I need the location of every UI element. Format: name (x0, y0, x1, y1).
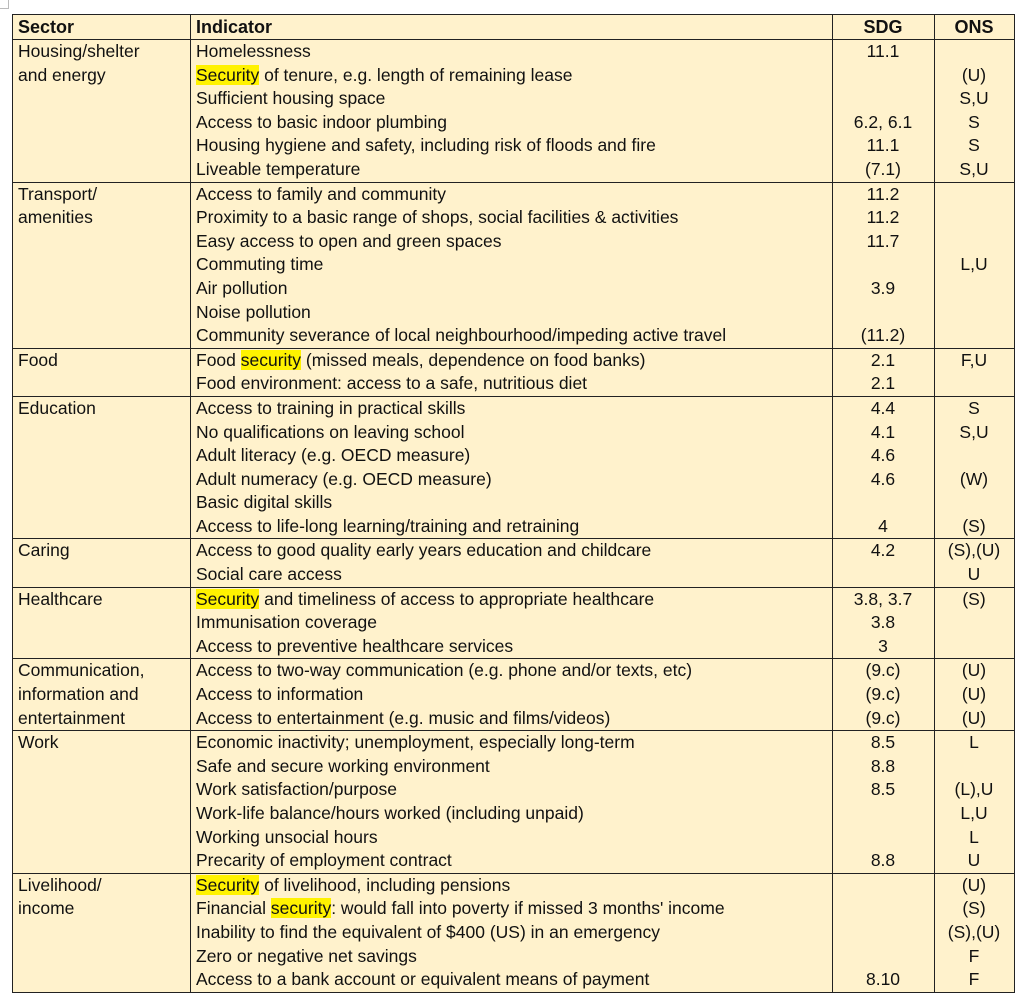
ons-cell (935, 587, 1015, 659)
table-body (13, 40, 1015, 993)
sdg-cell (833, 348, 935, 396)
indicator-text: Noise pollution (196, 301, 311, 322)
indicator-line (196, 253, 826, 277)
indicator-cell (191, 182, 833, 348)
indicator-line (196, 826, 826, 850)
indicator-text: Working unsocial hours (196, 826, 378, 847)
sdg-value (838, 921, 928, 945)
indicator-text: of tenure, e.g. length of remaining lease (259, 64, 573, 85)
sdg-value (838, 802, 928, 826)
ons-value (940, 491, 1008, 515)
indicator-text: Access to training in practical skills (196, 397, 466, 418)
sdg-value: 8.5 (870, 732, 896, 753)
sector-cell (13, 587, 191, 659)
indicator-line (196, 468, 826, 492)
sdg-value (838, 897, 928, 921)
sector-label-line: Livelihood/ (18, 874, 102, 895)
indicator-text: Safe and secure working environment (196, 755, 490, 776)
indicator-text: Social care access (196, 564, 342, 585)
sdg-value: (9.c) (865, 660, 901, 681)
sector-label-line: Healthcare (18, 588, 103, 609)
indicator-text: Access to information (196, 684, 364, 705)
sector-label-line: Education (18, 397, 96, 418)
indicator-text: Access to entertainment (e.g. music and films/videos) (196, 707, 611, 728)
sdg-value (838, 945, 928, 969)
indicator-line (196, 755, 826, 779)
ons-value (940, 755, 1008, 779)
ons-value (940, 635, 1008, 659)
sdg-value: 8.5 (870, 779, 896, 800)
sector-group-row (13, 396, 1015, 539)
indicator-text: Access to a bank account or equivalent means of payment (196, 969, 650, 990)
indicator-text: Community severance of local neighbourhood/impeding active travel (196, 325, 727, 346)
sdg-value: 4.1 (870, 421, 896, 442)
ons-value: S (968, 135, 980, 156)
indicator-line (196, 802, 826, 826)
ons-value: (W) (959, 468, 989, 489)
ons-value: (U) (961, 660, 987, 681)
indicator-text: Work-life balance/hours worked (including unpaid) (196, 803, 584, 823)
ons-value: (U) (961, 707, 987, 728)
ons-value (940, 183, 1008, 207)
indicator-cell (191, 539, 833, 587)
ons-cell (935, 731, 1015, 874)
ons-cell (935, 659, 1015, 731)
sector-group-row (13, 348, 1015, 396)
indicator-text: Access to good quality early years education and childcare (196, 540, 652, 561)
sdg-value: 11.2 (866, 183, 900, 204)
indicator-line (196, 134, 826, 158)
ons-value (940, 324, 1008, 348)
sdg-value (838, 826, 928, 850)
indicator-text: No qualifications on leaving school (196, 421, 465, 442)
indicator-line (196, 87, 826, 111)
sdg-cell (833, 396, 935, 539)
indicator-text: Housing hygiene and safety, including risk of floods and fire (196, 135, 656, 156)
indicator-text: Access to two-way communication (e.g. phone and/or texts, etc) (196, 660, 693, 681)
indicator-cell (191, 873, 833, 992)
ons-value: (S),(U) (947, 540, 1001, 561)
ons-value: (S) (962, 898, 986, 919)
ons-value: L (969, 732, 979, 753)
indicator-text: Easy access to open and green spaces (196, 230, 502, 251)
ons-value (940, 301, 1008, 325)
ons-value: S (968, 397, 980, 418)
ons-value (940, 277, 1008, 301)
indicator-line (196, 968, 826, 992)
ons-value: (U) (961, 64, 987, 85)
sdg-value (838, 491, 928, 515)
ons-value: (S) (962, 588, 986, 609)
indicator-text: Air pollution (196, 277, 288, 298)
sector-label-line: Food (18, 349, 58, 370)
sdg-value: 11.1 (866, 41, 900, 61)
indicator-cell (191, 731, 833, 874)
indicator-line (196, 897, 826, 921)
sdg-cell (833, 539, 935, 587)
sector-group-row (13, 873, 1015, 992)
indicator-text: Adult numeracy (e.g. OECD measure) (196, 468, 492, 489)
ons-value: (L),U (954, 779, 994, 800)
sdg-cell (833, 182, 935, 348)
sdg-value: 4.4 (870, 397, 896, 418)
sdg-value: (9.c) (865, 707, 901, 728)
indicator-line (196, 301, 826, 325)
sdg-value: 4.2 (870, 540, 896, 561)
indicator-cell (191, 348, 833, 396)
ons-value: (U) (961, 684, 987, 705)
sector-group-row (13, 40, 1015, 183)
indicator-cell (191, 659, 833, 731)
sdg-value: 8.8 (870, 755, 896, 776)
indicator-text: Access to preventive healthcare services (196, 635, 514, 656)
indicator-text: Access to basic indoor plumbing (196, 111, 447, 132)
indicator-text: Proximity to a basic range of shops, social facilities & activities (196, 207, 679, 228)
ons-cell (935, 40, 1015, 183)
indicator-line (196, 778, 826, 802)
sdg-value (838, 253, 928, 277)
sdg-value (838, 874, 928, 898)
ons-value: S,U (959, 158, 989, 179)
ons-value: L,U (960, 254, 988, 275)
indicator-line (196, 324, 826, 348)
ons-value: F,U (960, 349, 988, 370)
indicator-cell (191, 396, 833, 539)
indicator-text: and timeliness of access to appropriate healthcare (259, 588, 655, 609)
indicator-text: Liveable temperature (196, 158, 361, 179)
indicator-line (196, 397, 826, 421)
indicator-cell (191, 587, 833, 659)
indicator-text: Homelessness (196, 41, 311, 61)
header-ons: ONS (935, 15, 1015, 40)
indicator-text: Food (196, 349, 241, 370)
header-row (13, 15, 1015, 40)
indicator-line (196, 515, 826, 539)
sdg-value: 4.6 (870, 468, 896, 489)
indicator-text: Access to family and community (196, 183, 446, 204)
highlighted-term: security (240, 349, 302, 370)
indicator-line (196, 349, 826, 373)
indicator-table (12, 14, 1015, 993)
indicator-text: Adult literacy (e.g. OECD measure) (196, 445, 471, 466)
indicator-line (196, 158, 826, 182)
sector-group-row (13, 587, 1015, 659)
header-sdg: SDG (833, 15, 935, 40)
ons-cell (935, 182, 1015, 348)
indicator-line (196, 183, 826, 207)
sdg-cell (833, 587, 935, 659)
sdg-value: 11.1 (866, 135, 900, 156)
ons-cell (935, 348, 1015, 396)
sector-cell (13, 182, 191, 348)
sdg-value: 11.7 (866, 230, 900, 251)
ons-value: (S) (962, 515, 986, 536)
sdg-cell (833, 731, 935, 874)
indicator-text: Financial (196, 898, 271, 919)
indicator-line (196, 588, 826, 612)
indicator-line (196, 491, 826, 515)
sdg-value: 2.1 (870, 349, 896, 370)
indicator-text: Economic inactivity; unemployment, especially long-term (196, 732, 635, 753)
indicator-text: Work satisfaction/purpose (196, 779, 398, 800)
ons-value: S,U (959, 421, 989, 442)
indicator-line (196, 64, 826, 88)
sdg-value (838, 563, 928, 587)
indicator-line (196, 849, 826, 873)
indicator-text: Access to life-long learning/training and retraining (196, 515, 580, 536)
sdg-value: 3.9 (870, 277, 896, 298)
sector-cell (13, 396, 191, 539)
sdg-value: (11.2) (860, 325, 906, 346)
indicator-line (196, 111, 826, 135)
sector-label-line: Housing/shelter (18, 41, 140, 61)
ons-value (940, 230, 1008, 254)
ons-value (940, 40, 1008, 64)
ons-value: (U) (961, 874, 987, 895)
sector-cell (13, 40, 191, 183)
highlighted-term: Security (196, 874, 260, 895)
indicator-line (196, 945, 826, 969)
indicator-text: Inability to find the equivalent of $400 (US) in an emergency (196, 921, 661, 942)
sdg-cell (833, 873, 935, 992)
sdg-value: (7.1) (865, 158, 901, 179)
indicator-line (196, 372, 826, 396)
indicator-line (196, 40, 826, 64)
sector-label-line: and energy (18, 64, 106, 85)
sector-label-line: information and (18, 684, 139, 705)
ons-value: U (967, 564, 981, 585)
ons-value: S (968, 111, 980, 132)
sdg-value: 6.2, 6.1 (853, 111, 913, 132)
highlighted-term: security (270, 898, 332, 919)
sector-cell (13, 659, 191, 731)
sector-group-row (13, 539, 1015, 587)
sector-cell (13, 348, 191, 396)
sector-cell (13, 539, 191, 587)
indicator-line (196, 731, 826, 755)
sdg-cell (833, 40, 935, 183)
indicator-line (196, 683, 826, 707)
sdg-value: 3.8, 3.7 (853, 588, 913, 609)
sdg-value: 3 (878, 635, 888, 656)
indicator-line (196, 563, 826, 587)
sdg-value: 8.10 (865, 969, 901, 990)
indicator-line (196, 635, 826, 659)
header-indicator: Indicator (191, 15, 833, 40)
indicator-cell (191, 40, 833, 183)
ons-value: F (968, 945, 980, 966)
ons-cell (935, 396, 1015, 539)
highlighted-term: Security (196, 588, 260, 609)
indicator-text: Precarity of employment contract (196, 850, 452, 871)
sector-label-line: entertainment (18, 707, 126, 728)
page-corner-mark (0, 0, 9, 9)
indicator-line (196, 206, 826, 230)
indicator-text: : would fall into poverty if missed 3 months' income (331, 898, 725, 919)
sector-group-row (13, 731, 1015, 874)
sector-cell (13, 873, 191, 992)
indicator-line (196, 707, 826, 731)
indicator-line (196, 230, 826, 254)
sdg-cell (833, 659, 935, 731)
sdg-value: 4.6 (870, 445, 896, 466)
sdg-value (838, 64, 928, 88)
ons-value: U (967, 850, 981, 871)
sdg-value: 8.8 (870, 850, 896, 871)
indicator-text: of livelihood, including pensions (259, 874, 511, 895)
ons-cell (935, 873, 1015, 992)
header-sector: Sector (13, 15, 191, 40)
sector-label-line: Work (18, 732, 59, 753)
indicator-text: (missed meals, dependence on food banks) (301, 349, 646, 370)
indicator-text: Zero or negative net savings (196, 945, 417, 966)
indicator-text: Immunisation coverage (196, 612, 377, 633)
sdg-value (838, 87, 928, 111)
sdg-value: 4 (878, 515, 888, 536)
ons-value (940, 372, 1008, 396)
sector-label-line: Communication, (18, 660, 145, 681)
indicator-line (196, 277, 826, 301)
indicator-text: Commuting time (196, 254, 324, 275)
sdg-value (838, 301, 928, 325)
indicator-text: Food environment: access to a safe, nutritious diet (196, 373, 588, 394)
indicator-line (196, 659, 826, 683)
indicator-line (196, 921, 826, 945)
sdg-value: 2.1 (870, 373, 896, 394)
sdg-value: (9.c) (865, 684, 901, 705)
sector-label-line: Transport/ (18, 183, 98, 204)
sector-group-row (13, 659, 1015, 731)
ons-cell (935, 539, 1015, 587)
ons-value: (S),(U) (947, 921, 1001, 942)
sector-label-line: income (18, 898, 75, 919)
sdg-value: 3.8 (870, 612, 896, 633)
ons-value (940, 206, 1008, 230)
ons-value (940, 611, 1008, 635)
indicator-line (196, 874, 826, 898)
highlighted-term: Security (196, 64, 260, 85)
sdg-value: 11.2 (866, 207, 900, 228)
ons-value (940, 444, 1008, 468)
ons-value: L (969, 826, 979, 847)
sector-label-line: Caring (18, 540, 70, 561)
indicator-line (196, 421, 826, 445)
sector-group-row (13, 182, 1015, 348)
indicator-line (196, 539, 826, 563)
ons-value: S,U (959, 88, 989, 109)
indicator-text: Sufficient housing space (196, 88, 386, 109)
sector-label-line: amenities (18, 207, 93, 228)
indicator-text: Basic digital skills (196, 492, 333, 513)
indicator-line (196, 444, 826, 468)
sector-cell (13, 731, 191, 874)
indicator-line (196, 611, 826, 635)
ons-value: L,U (960, 803, 988, 823)
ons-value: F (968, 969, 980, 990)
